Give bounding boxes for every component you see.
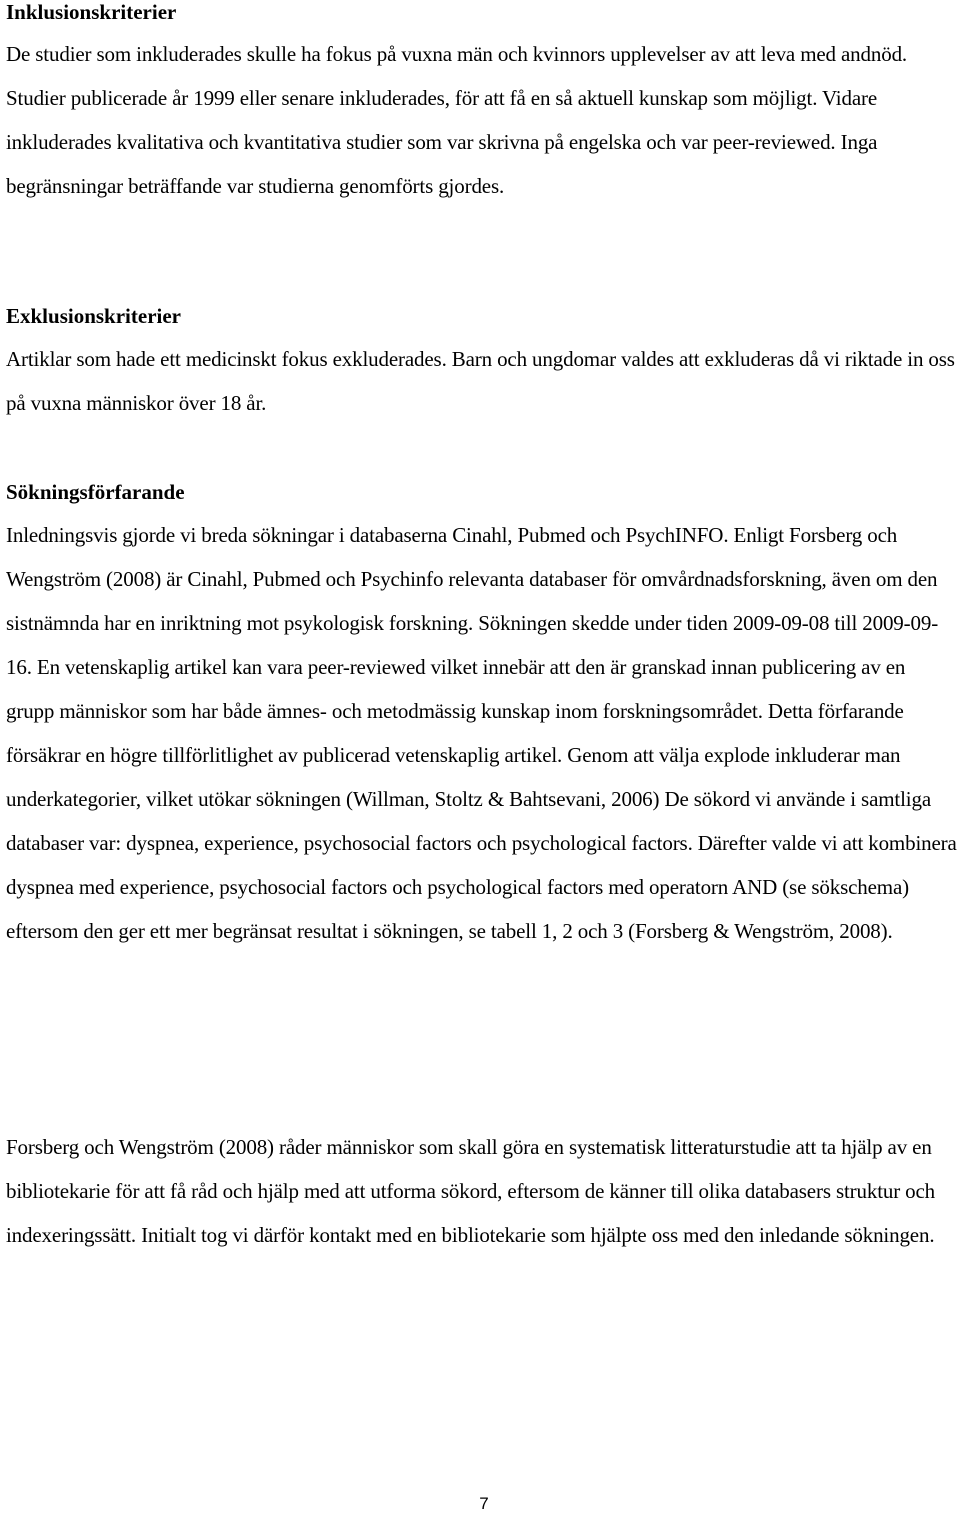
section-heading: Sökningsförfarande — [6, 480, 185, 504]
section-paragraph: De studier som inkluderades skulle ha fokus på vuxna män och kvinnors upplevelser av att leva med andnöd. Studier publicerade år 1999 eller senare inkluderades, för att få en så aktuell kunskap som möjligt. Vidare inkluderades kvalitativa och kvantitativa studier som var skrivna på engelska och var peer-reviewed. Inga begränsningar beträffande var studierna genomförts gjordes. — [6, 42, 908, 198]
section-heading: Inklusionskriterier — [6, 0, 177, 24]
page-number: 7 — [479, 1494, 489, 1513]
section-paragraph: Forsberg och Wengström (2008) råder människor som skall göra en systematisk litteraturstudie att ta hjälp av en bibliotekarie för att få råd och hjälp med att utforma sökord, eftersom de känner till olika databasers struktur och indexeringssätt. Initialt tog vi därför kontakt med en bibliotekarie som hjälpte oss med den inledande sökningen. — [6, 1135, 936, 1247]
section-paragraph: Artiklar som hade ett medicinskt fokus exkluderades. Barn och ungdomar valdes att exkluderas då vi riktade in oss på vuxna människor över 18 år. — [6, 347, 955, 415]
section-heading: Exklusionskriterier — [6, 304, 182, 328]
section-paragraph: Inledningsvis gjorde vi breda sökningar i databaserna Cinahl, Pubmed och PsychINFO. Enligt Forsberg och Wengström (2008) är Cinahl, Pubmed och Psychinfo relevanta databaser för omvårdnadsforskning, även om den sistnämnda har en inriktning mot psykologisk forskning. Sökningen skedde under tiden 2009-09-08 till 2009-09-16. En vetenskaplig artikel kan vara peer-reviewed vilket innebär att den är granskad innan publicering av en grupp människor som har både ämnes- och metodmässig kunskap inom forskningsområdet. Detta förfarande försäkrar en högre tillförlitlighet av publicerad vetenskaplig artikel. Genom att välja explode inkluderar man underkategorier, vilket utökar sökningen (Willman, Stoltz & Bahtsevani, 2006) De sökord vi använde i samtliga databaser var: dyspnea, experience, psychosocial factors och psychological factors. Därefter valde vi att kombinera dyspnea med experience, psychosocial factors och psychological factors med operatorn AND (se sökschema) eftersom den ger ett mer begränsat resultat i sökningen, se tabell 1, 2 och 3 (Forsberg & Wengström, 2008). — [6, 523, 957, 943]
